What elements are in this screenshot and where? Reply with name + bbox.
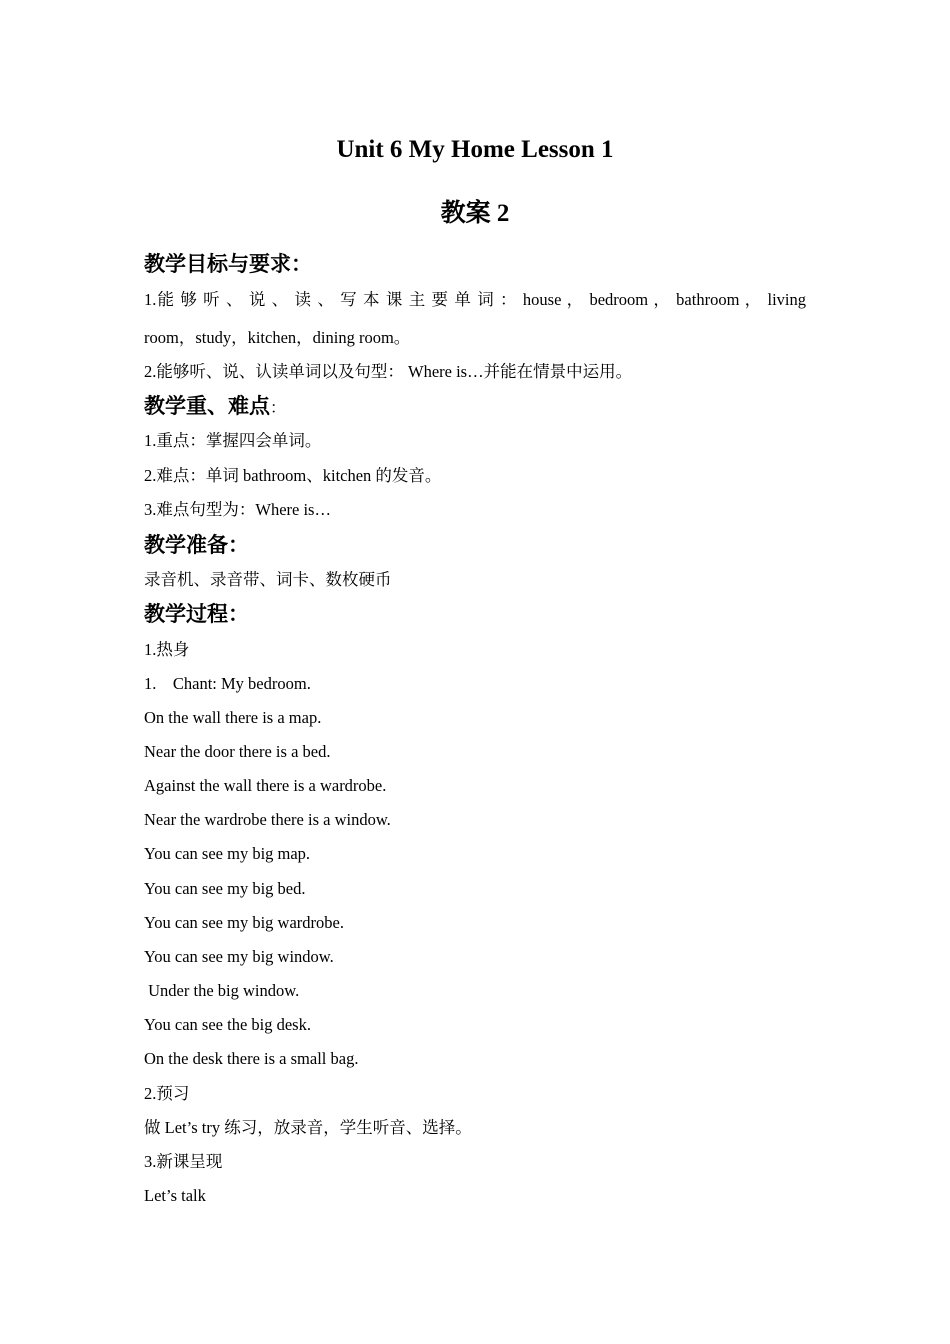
- chant-line: Under the big window.: [144, 981, 300, 1000]
- process-heading: 教学过程：: [144, 602, 249, 626]
- chant-line: You can see my big map.: [144, 844, 311, 863]
- key-points-heading: [144, 393, 286, 422]
- key-points-line-3: 3.难点句型为：Where is…: [144, 500, 331, 519]
- key-points-line-2: 2.难点：单词 bathroom、kitchen 的发音。: [144, 466, 442, 485]
- document-title: Unit 6 My Home Lesson 1: [336, 136, 614, 163]
- preparation-line-1: 录音机、录音带、词卡、数枚硬币: [144, 570, 392, 589]
- key-points-heading-text: 教学重、难点: [144, 394, 270, 418]
- warmup-title: 1.热身: [144, 640, 190, 659]
- preparation-heading: 教学准备：: [144, 533, 249, 557]
- goals-line-2: 2.能够听、说、认读单词以及句型： Where is…并能在情景中运用。: [144, 362, 633, 381]
- chant-title: 1. Chant: My bedroom.: [144, 674, 311, 693]
- chant-line: Against the wall there is a wardrobe.: [144, 776, 387, 795]
- preview-text: 做 Let’s try 练习，放录音，学生听音、选择。: [144, 1118, 472, 1137]
- goals-line-1a: 1.能 够 听 、 说 、 读 、 写 本 课 主 要 单 词 ： house ， bedroom ， bathroom ， living: [144, 290, 806, 309]
- chant-line: Near the wardrobe there is a window.: [144, 810, 391, 829]
- chant-line: You can see my big bed.: [144, 879, 306, 898]
- new-lesson-title: 3.新课呈现: [144, 1152, 223, 1171]
- chant-line: Near the door there is a bed.: [144, 742, 331, 761]
- goals-heading: 教学目标与要求：: [144, 252, 312, 276]
- key-points-heading-tail: ：: [270, 400, 287, 417]
- chant-line: On the desk there is a small bag.: [144, 1049, 359, 1068]
- preview-title: 2.预习: [144, 1084, 190, 1103]
- chant-line: You can see my big window.: [144, 947, 334, 966]
- chant-line: You can see the big desk.: [144, 1015, 311, 1034]
- key-points-line-1: 1.重点：掌握四会单词。: [144, 431, 322, 450]
- document-subtitle: 教案 2: [440, 200, 510, 227]
- chant-line: On the wall there is a map.: [144, 708, 322, 727]
- new-lesson-text: Let’s talk: [144, 1186, 206, 1205]
- goals-line-1b: room，study，kitchen，dining room。: [144, 328, 411, 347]
- chant-line: You can see my big wardrobe.: [144, 913, 344, 932]
